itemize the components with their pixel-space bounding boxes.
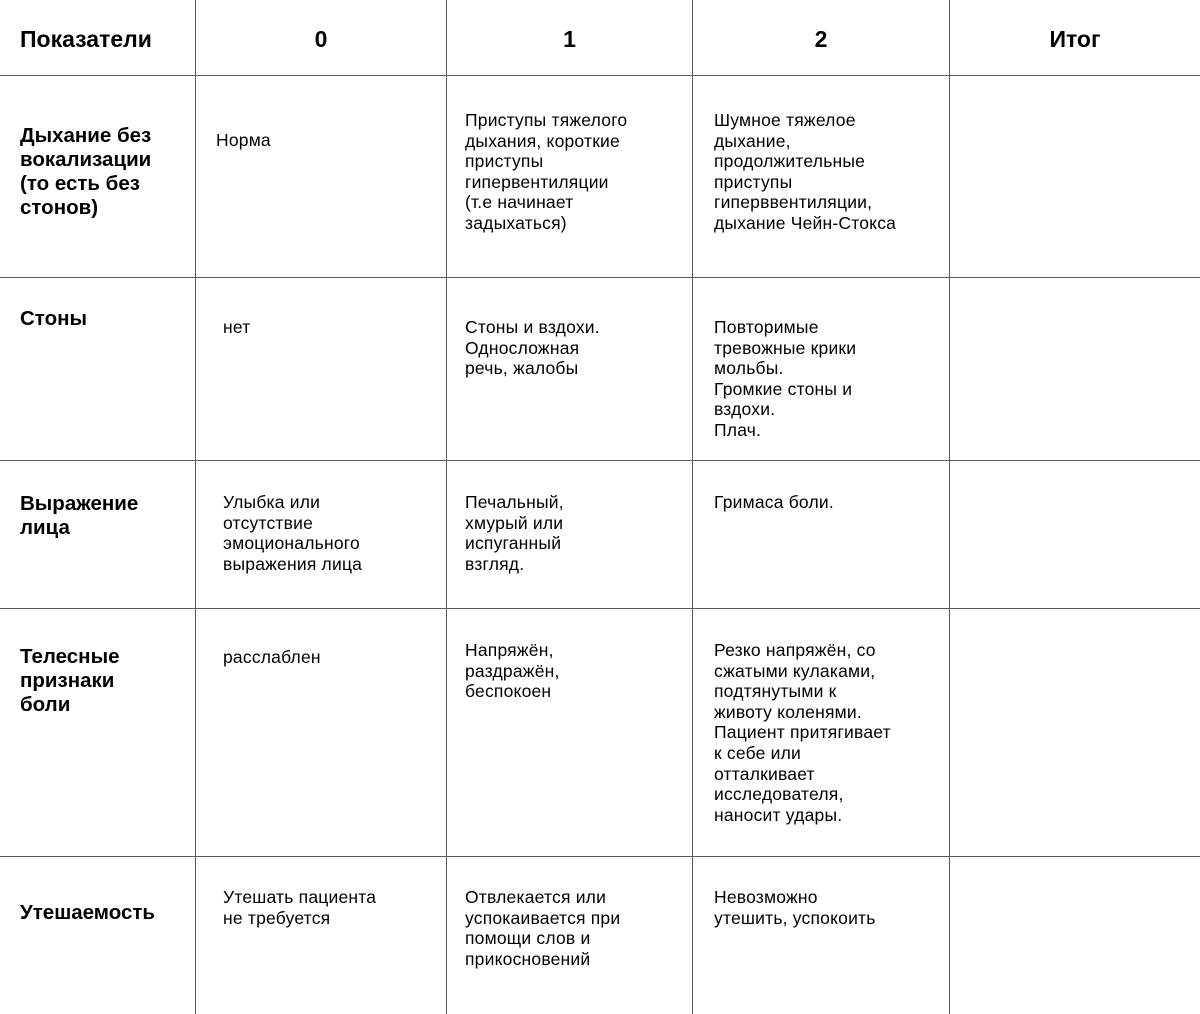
cell-facial-expression-score-1: Печальный, хмурый или испуганный взгляд.	[465, 492, 564, 574]
header-score-2: 2	[814, 26, 828, 52]
cell-body-signs-score-2: Резко напряжён, со сжатыми кулаками, подтянутыми к животу коленями. Пациент притягивает к себе или отталкивает исследователя, наносит удары.	[714, 640, 891, 825]
row-divider	[0, 608, 1200, 609]
row-divider	[0, 75, 1200, 76]
cell-moaning-score-2: Повторимые тревожные крики мольбы. Громкие стоны и вздохи. Плач.	[714, 317, 857, 440]
cell-breathing-score-2: Шумное тяжелое дыхание, продолжительные приступы гиперввентиляции, дыхание Чейн-Стокса	[714, 110, 897, 233]
header-score-0: 0	[314, 26, 328, 52]
cell-facial-expression-score-0: Улыбка или отсутствие эмоционального выражения лица	[223, 492, 363, 574]
header-score-1: 1	[563, 26, 576, 52]
column-divider	[692, 0, 693, 1014]
cell-body-signs-score-1: Напряжён, раздражён, беспокоен	[465, 640, 560, 702]
cell-consolability-score-0: Утешать пациента не требуется	[223, 887, 377, 928]
cell-breathing-score-1: Приступы тяжелого дыхания, короткие приступы гипервентиляции (т.е начинает задыхаться)	[465, 110, 628, 233]
row-label-consolability: Утешаемость	[20, 901, 156, 924]
column-divider	[949, 0, 950, 1014]
row-label-facial-expression: Выражение лица	[20, 492, 139, 539]
column-divider	[195, 0, 196, 1014]
header-indicators: Показатели	[20, 26, 152, 52]
column-divider	[446, 0, 447, 1014]
cell-breathing-score-0: Норма	[216, 130, 271, 150]
cell-consolability-score-1: Отвлекается или успокаивается при помощи слов и прикосновений	[465, 887, 621, 969]
cell-moaning-score-1: Стоны и вздохи. Односложная речь, жалобы	[465, 317, 600, 379]
row-label-breathing: Дыхание без вокализации (то есть без стонов)	[20, 124, 152, 219]
row-divider	[0, 460, 1200, 461]
cell-moaning-score-0: нет	[223, 317, 251, 337]
row-divider	[0, 856, 1200, 857]
row-label-moaning: Стоны	[20, 307, 87, 330]
cell-body-signs-score-0: расслаблен	[223, 647, 321, 667]
header-total: Итог	[1049, 26, 1101, 52]
cell-facial-expression-score-2: Гримаса боли.	[714, 492, 834, 512]
row-divider	[0, 277, 1200, 278]
cell-consolability-score-2: Невозможно утешить, успокоить	[714, 887, 876, 928]
row-label-body-signs: Телесные признаки боли	[20, 645, 120, 716]
